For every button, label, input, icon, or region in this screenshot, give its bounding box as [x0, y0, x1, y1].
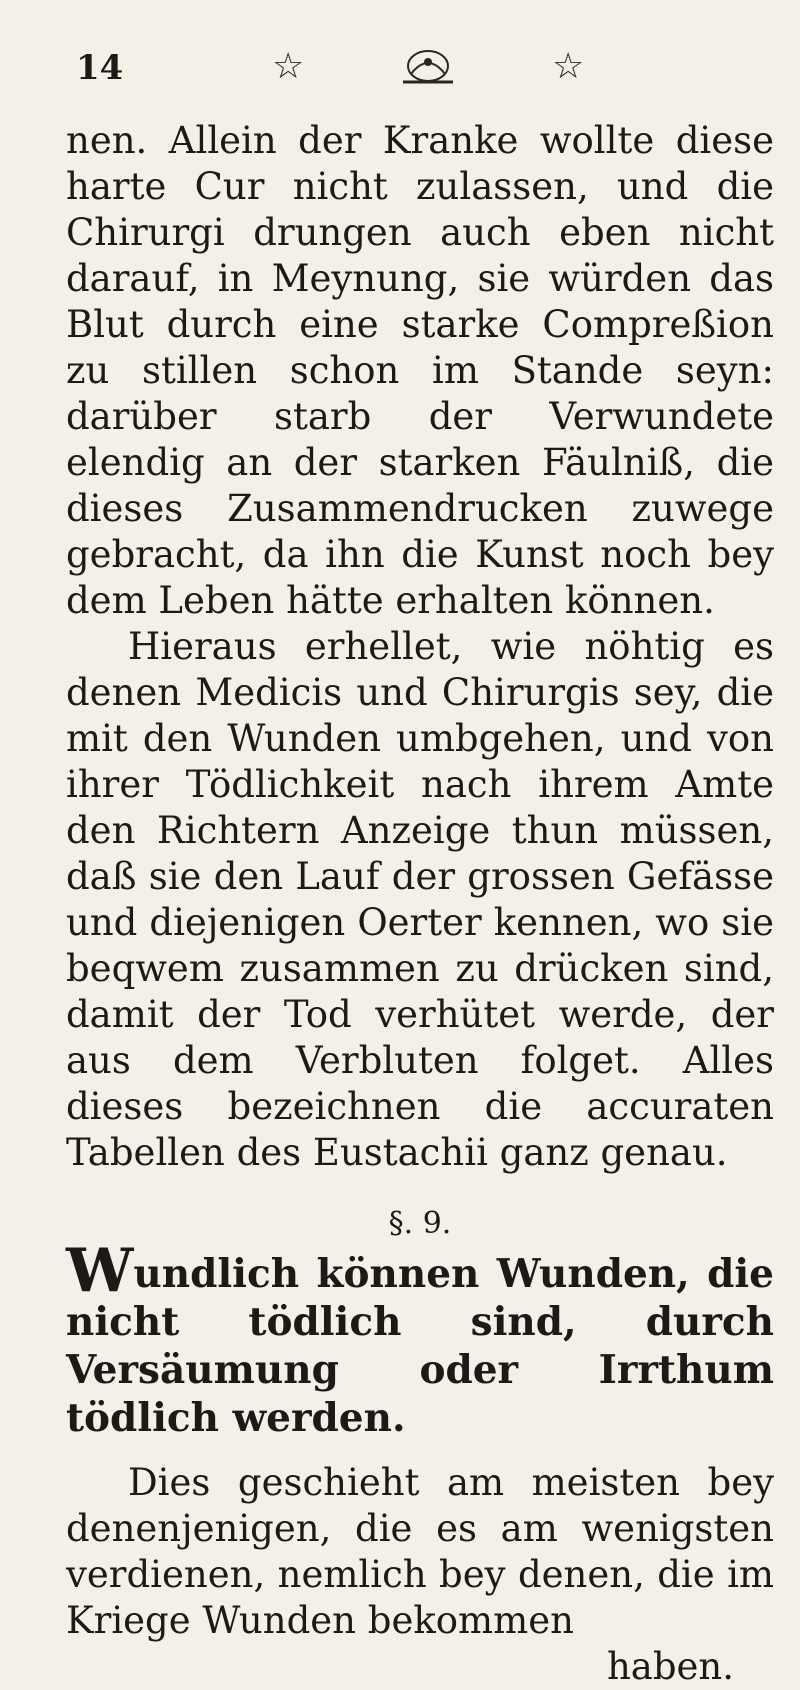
main-text: [66, 118, 774, 1690]
section-lead-text: undlich können Wunden, die nicht tödlich sind, durch Versäumung oder Irrthum tödlich werden.: [66, 1251, 774, 1441]
paragraph-1: nen. Allein der Kranke wollte diese harte Cur nicht zulassen, und die Chirurgi drungen auch eben nicht darauf, in Meynung, sie würden das Blut durch eine starke Compreßion zu stillen schon im Stande seyn: darüber starb der Verwundete elendig an der starken Fäulniß, die dieses Zusammendrucken zuwege gebracht, da ihn die Kunst noch bey dem Leben hätte erhalten können.: [66, 119, 774, 622]
vignette-ornament-icon: [397, 44, 459, 88]
star-ornament-icon: ☆: [272, 46, 305, 87]
section-number: §. 9.: [388, 1206, 452, 1241]
spacer: [66, 1442, 774, 1460]
closing-paragraph: Dies geschieht am meisten bey denenjenigen, die es am wenigsten verdienen, nemlich bey denen, die im Kriege Wunden bekommen: [66, 1461, 774, 1642]
section-lead: [66, 1236, 774, 1442]
drop-cap: W: [66, 1236, 134, 1306]
paragraph-2: Hieraus erhellet, wie nöhtig es denen Medicis und Chirurgis sey, die mit den Wunden umbgehen, und von ihrer Tödlichkeit nach ihrem Amte den Richtern Anzeige thun müssen, daß sie den Lauf der grossen Gefässe und diejenigen Oerter kennen, wo sie beqwem zusammen zu drücken sind, damit der Tod verhütet werde, der aus dem Verbluten folget. Alles dieses bezeichnen die accuraten Tabellen des Eustachii ganz genau.: [66, 625, 774, 1174]
catchword: haben.: [606, 1645, 734, 1688]
page-header: [72, 38, 762, 108]
star-ornament-icon: ☆: [552, 46, 585, 87]
page-number: 14: [76, 48, 124, 88]
